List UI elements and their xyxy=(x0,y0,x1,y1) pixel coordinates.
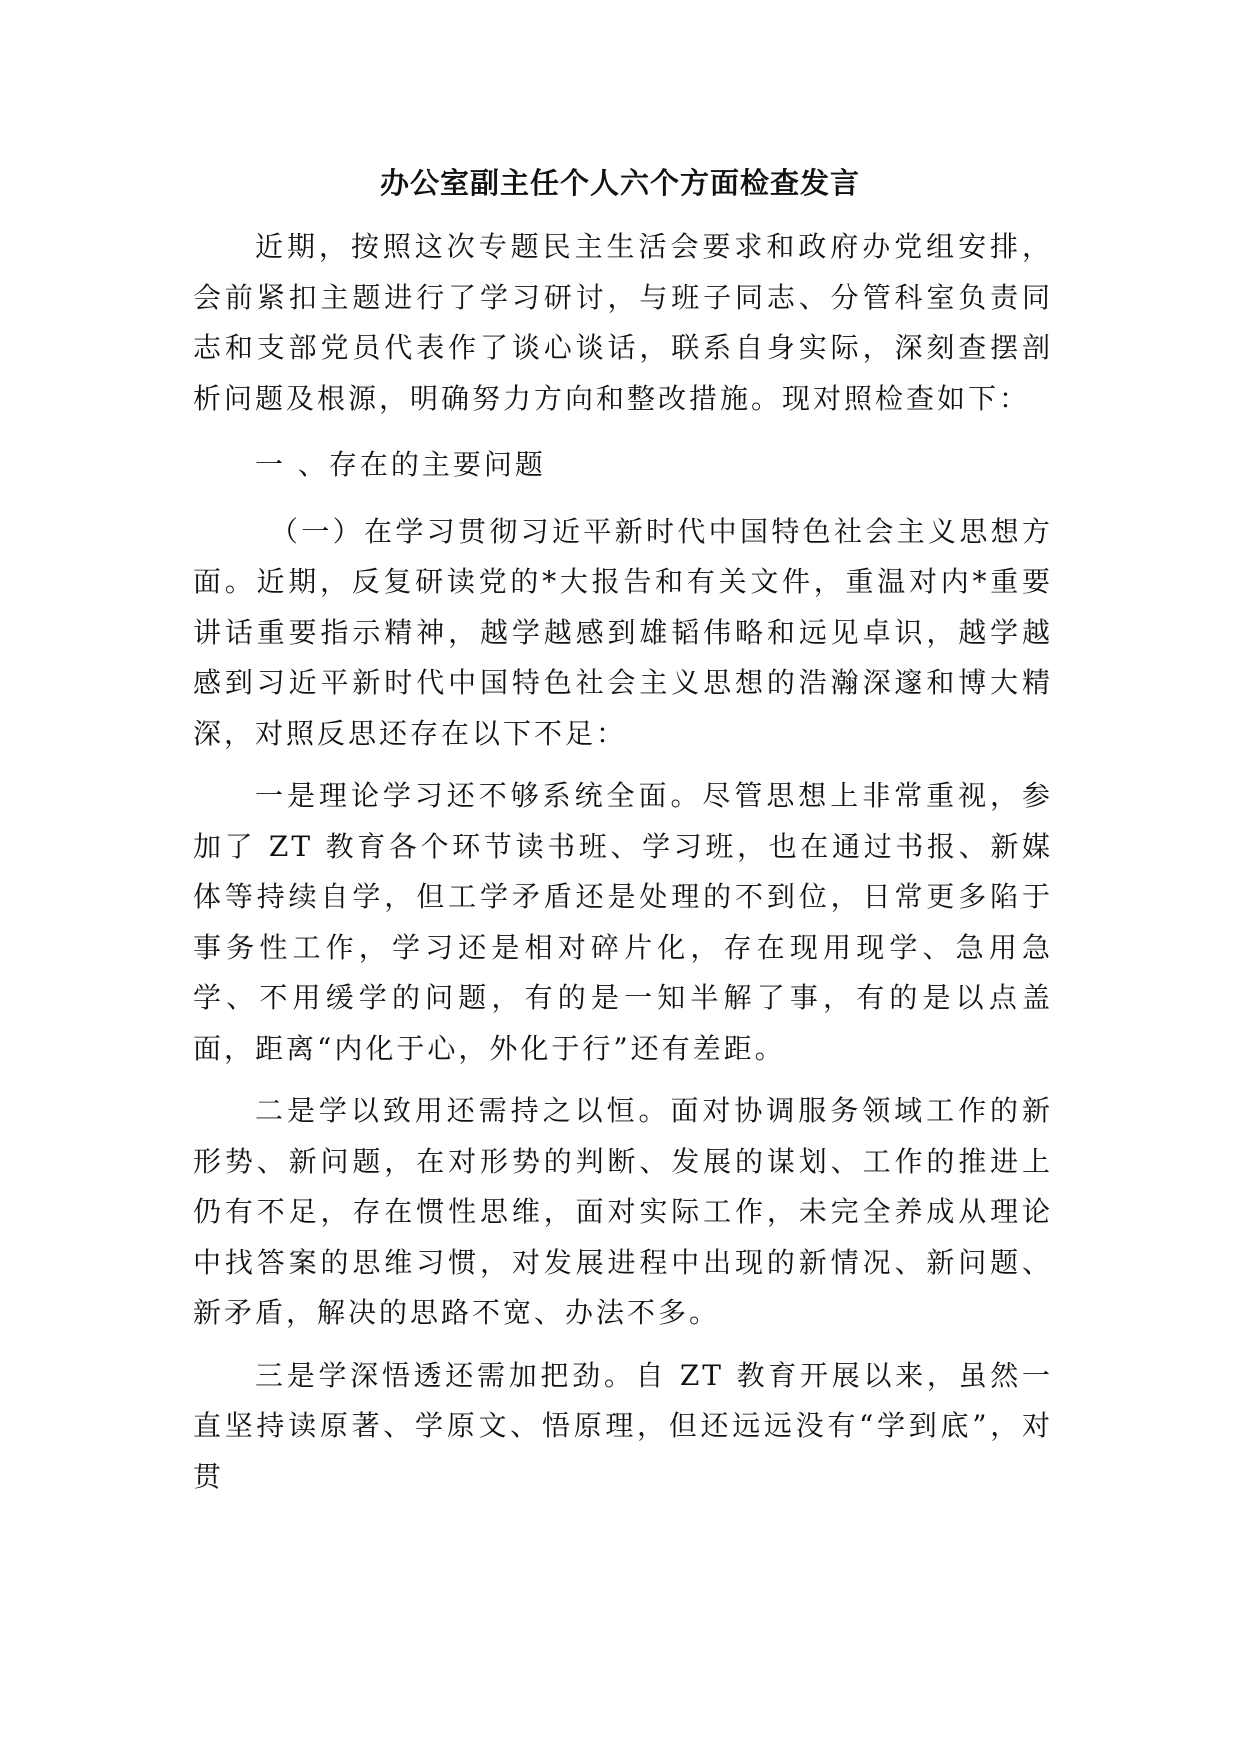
document-title: 办公室副主任个人六个方面检查发言 xyxy=(379,166,860,200)
section-heading: 一 、存在的主要问题 xyxy=(255,448,546,481)
subsection-paragraph: （一）在学习贯彻习近平新时代中国特色社会主义思想方面。近期，反复研读党的*大报告和有关文件，重温对内*重要讲话重要指示精神，越学越感到雄韬伟略和远见卓识，越学越感到习近平新时代中国特色社会主义思想的浩瀚深邃和博大精深，对照反思还存在以下不足： xyxy=(193,514,1053,750)
intro-paragraph: 近期，按照这次专题民主生活会要求和政府办党组安排，会前紧扣主题进行了学习研讨，与班子同志、分管科室负责同志和支部党员代表作了谈心谈话，联系自身实际，深刻查摆剖析问题及根源，明确努力方向和整改措施。现对照检查如下： xyxy=(193,230,1053,415)
point-one-paragraph: 一是理论学习还不够系统全面。尽管思想上非常重视，参加了 ZT 教育各个环节读书班、学习班，也在通过书报、新媒体等持续自学，但工学矛盾还是处理的不到位，日常更多陷于事务性工作，学习还是相对碎片化，存在现用现学、急用急学、不用缓学的问题，有的是一知半解了事，有的是以点盖面，距离“内化于心，外化于行”还有差距。 xyxy=(193,779,1053,1065)
point-two-paragraph: 二是学以致用还需持之以恒。面对协调服务领域工作的新形势、新问题，在对形势的判断、发展的谋划、工作的推进上仍有不足，存在惯性思维，面对实际工作，未完全养成从理论中找答案的思维习惯，对发展进程中出现的新情况、新问题、新矛盾，解决的思路不宽、办法不多。 xyxy=(193,1094,1053,1329)
point-three-paragraph: 三是学深悟透还需加把劲。自 ZT 教育开展以来，虽然一直坚持读原著、学原文、悟原理，但还远远没有“学到底”，对贯 xyxy=(193,1358,1053,1493)
document-body xyxy=(193,222,1053,1502)
